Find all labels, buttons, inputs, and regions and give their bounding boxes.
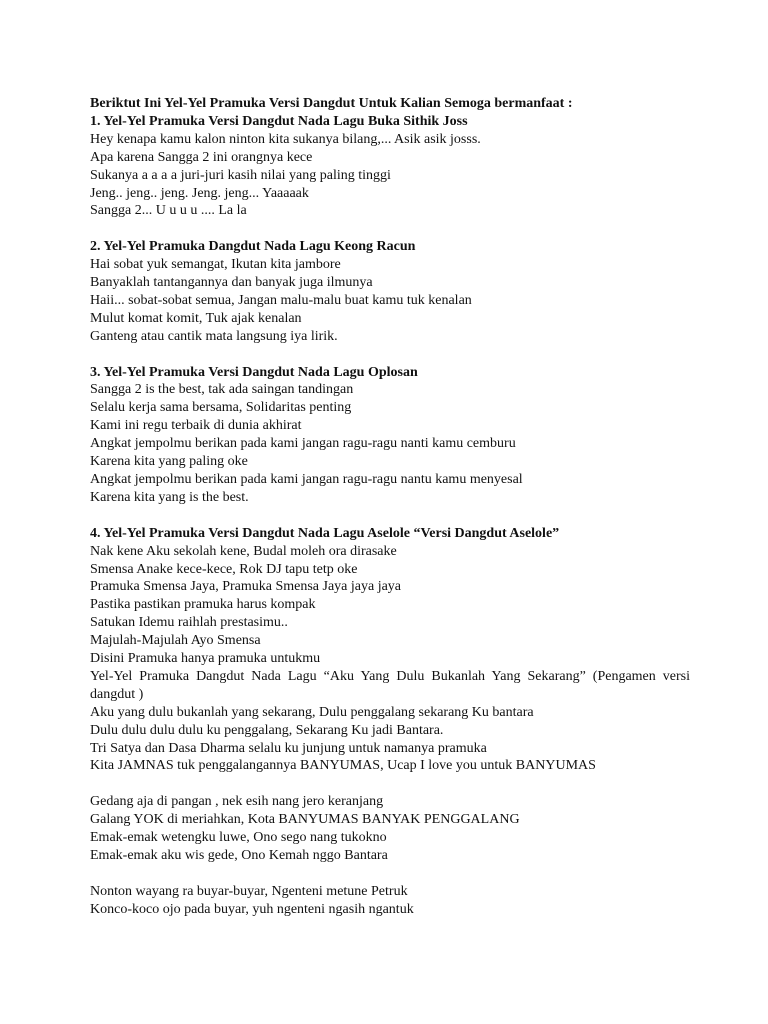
lyric-line: Mulut komat komit, Tuk ajak kenalan (90, 310, 302, 326)
lyric-line: Banyaklah tantangannya dan banyak juga ilmunya (90, 275, 373, 291)
intro-line: Beriktut Ini Yel-Yel Pramuka Versi Dangdut Untuk Kalian Semoga bermanfaat : (90, 96, 573, 111)
lyric-line: Smensa Anake kece-kece, Rok DJ tapu tetp oke (90, 561, 358, 577)
section-heading: 4. Yel-Yel Pramuka Versi Dangdut Nada Lagu Aselole “Versi Dangdut Aselole” (90, 525, 560, 541)
lyric-line: Gedang aja di pangan , nek esih nang jero keranjang (90, 794, 384, 810)
blank-line (90, 507, 690, 525)
lyric-line: Disini Pramuka hanya pramuka untukmu (90, 651, 321, 667)
lyric-line: Sukanya a a a a juri-juri kasih nilai yang paling tinggi (90, 167, 391, 183)
lyric-line: Jeng.. jeng.. jeng. Jeng. jeng... Yaaaaak (90, 185, 309, 201)
document-body (90, 95, 690, 919)
lyric-line: Angkat jempolmu berikan pada kami jangan ragu-ragu nantu kamu menyesal (90, 472, 523, 487)
lyric-line: Aku yang dulu bukanlah yang sekarang, Dulu penggalang sekarang Ku bantara (90, 704, 534, 720)
lyric-line: Emak-emak aku wis gede, Ono Kemah nggo Bantara (90, 848, 388, 863)
lyric-line: Satukan Idemu raihlah prestasimu.. (90, 615, 288, 631)
subsong-title-line: Yel-Yel Pramuka Dangdut Nada Lagu “Aku Yang Dulu Bukanlah Yang Sekarang” (Pengamen versi dangdut ) (90, 668, 690, 702)
lyric-line: Konco-koco ojo pada buyar, yuh ngenteni ngasih ngantuk (90, 901, 414, 917)
section-heading: 2. Yel-Yel Pramuka Dangdut Nada Lagu Keong Racun (90, 239, 416, 255)
lyric-line: Hai sobat yuk semangat, Ikutan kita jambore (90, 257, 341, 273)
lyric-line: Haii... sobat-sobat semua, Jangan malu-malu buat kamu tuk kenalan (90, 292, 472, 308)
lyric-line: Sangga 2 is the best, tak ada saingan tandingan (90, 382, 354, 398)
lyric-line: Emak-emak wetengku luwe, Ono sego nang tukokno (90, 830, 387, 846)
blank-line (90, 865, 690, 883)
lyric-line: Pastika pastikan pramuka harus kompak (90, 597, 316, 613)
lyric-line: Kita JAMNAS tuk penggalangannya BANYUMAS, Ucap I love you untuk BANYUMAS (90, 758, 596, 774)
lyric-line: Sangga 2... U u u u .... La la (90, 203, 247, 219)
lyric-line: Galang YOK di meriahkan, Kota BANYUMAS BANYAK PENGGALANG (90, 812, 520, 828)
blank-line (90, 346, 690, 364)
lyric-line: Angkat jempolmu berikan pada kami jangan ragu-ragu nanti kamu cemburu (90, 436, 516, 452)
section-heading: 1. Yel-Yel Pramuka Versi Dangdut Nada Lagu Buka Sithik Joss (90, 113, 468, 129)
lyric-line: Selalu kerja sama bersama, Solidaritas penting (90, 400, 352, 416)
lyric-line: Apa karena Sangga 2 ini orangnya kece (90, 149, 313, 165)
lyric-line: Nak kene Aku sekolah kene, Budal moleh ora dirasake (90, 543, 397, 559)
lyric-line: Tri Satya dan Dasa Dharma selalu ku junjung untuk namanya pramuka (90, 740, 487, 756)
lyric-line: Pramuka Smensa Jaya, Pramuka Smensa Jaya jaya jaya (90, 579, 402, 595)
lyric-line: Majulah-Majulah Ayo Smensa (90, 633, 261, 649)
lyric-line: Nonton wayang ra buyar-buyar, Ngenteni metune Petruk (90, 883, 408, 899)
lyric-line: Kami ini regu terbaik di dunia akhirat (90, 418, 302, 434)
lyric-line: Dulu dulu dulu dulu ku penggalang, Sekarang Ku jadi Bantara. (90, 722, 444, 738)
lyric-line: Hey kenapa kamu kalon ninton kita sukanya bilang,... Asik asik josss. (90, 131, 481, 147)
section-heading: 3. Yel-Yel Pramuka Versi Dangdut Nada Lagu Oplosan (90, 364, 418, 380)
blank-line (90, 775, 690, 793)
lyric-line: Ganteng atau cantik mata langsung iya lirik. (90, 328, 338, 344)
blank-line (90, 220, 690, 238)
lyric-line: Karena kita yang paling oke (90, 454, 248, 470)
lyric-line: Karena kita yang is the best. (90, 489, 249, 505)
